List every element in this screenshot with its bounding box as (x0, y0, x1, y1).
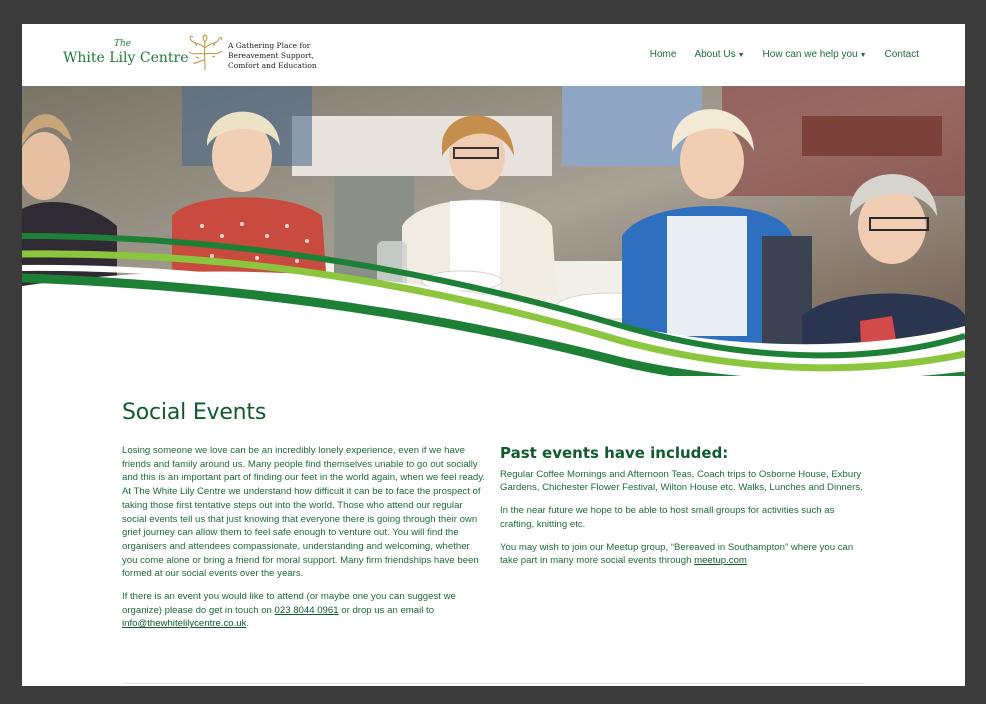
intro-paragraph: Losing someone we love can be an incredibly lonely experience, even if we have friends and family around us. Many people find themselves unable to go out socially and this is an important part of finding our feet in the world again, when we feel ready. At The White Lily Centre we understand how difficult it can be to face the prospect of taking those first tentative steps out into the world. Those who attend our regular social events tell us that just knowing that everyone there is going through their own grief journey can allow them to feel safe enough to venture out. You will find the organisers and attendees compassionate, understanding and welcoming, whether you come alone or bring a friend for moral support. Many firm friendships have been formed at our social events over the years. (122, 445, 485, 580)
past-events-paragraph: Regular Coffee Mornings and Afternoon Teas, Coach trips to Osborne House, Exbury Gardens, Chichester Flower Festival, Wilton House etc. Walks, Lunches and Dinners. (500, 468, 863, 494)
divider (122, 683, 864, 684)
nav-help-label: How can we help you (762, 49, 858, 60)
phone-link[interactable]: 023 8044 0961 (274, 604, 339, 616)
chevron-down-icon: ▼ (737, 52, 745, 59)
web-page (22, 24, 965, 686)
nav-contact[interactable]: Contact (884, 49, 919, 60)
logo-tagline: A Gathering Place for Bereavement Support, Comfort and Education (228, 41, 317, 70)
chevron-down-icon: ▼ (859, 52, 867, 59)
intro-column (122, 444, 486, 640)
email-link[interactable]: info@thewhitelilycentre.co.uk (122, 618, 247, 630)
logo-the: The (114, 39, 132, 49)
site-header (22, 24, 965, 86)
contact-paragraph (122, 590, 486, 631)
main-nav (650, 49, 919, 60)
past-events-heading: Past events have included: (500, 444, 729, 462)
logo-title: White Lily Centre (63, 50, 189, 66)
nav-home[interactable]: Home (649, 49, 677, 60)
nav-about-us[interactable] (694, 49, 744, 60)
meetup-text: You may wish to join our Meetup group, “Bereaved in Southampton” where you can take part in many more social events through (500, 541, 854, 567)
meetup-link[interactable]: meetup.com (694, 555, 747, 567)
lily-flower-icon (185, 34, 225, 72)
nav-about-us-label: About Us (694, 49, 736, 60)
contact-text-2: or drop us an email to (338, 604, 435, 616)
page-title: Social Events (122, 400, 267, 425)
contact-text-3: . (246, 618, 250, 630)
hero-image (22, 86, 965, 376)
nav-how-can-we-help[interactable] (763, 49, 867, 60)
events-column (500, 444, 870, 577)
hero-photo (22, 86, 965, 376)
contact-text-1: If there is an event you would like to attend (or maybe one you can suggest we organize) please do get in touch on (122, 591, 456, 616)
meetup-paragraph (500, 541, 870, 568)
future-events-paragraph: In the near future we hope to be able to host small groups for activities such as crafting, knitting etc. (500, 505, 835, 530)
